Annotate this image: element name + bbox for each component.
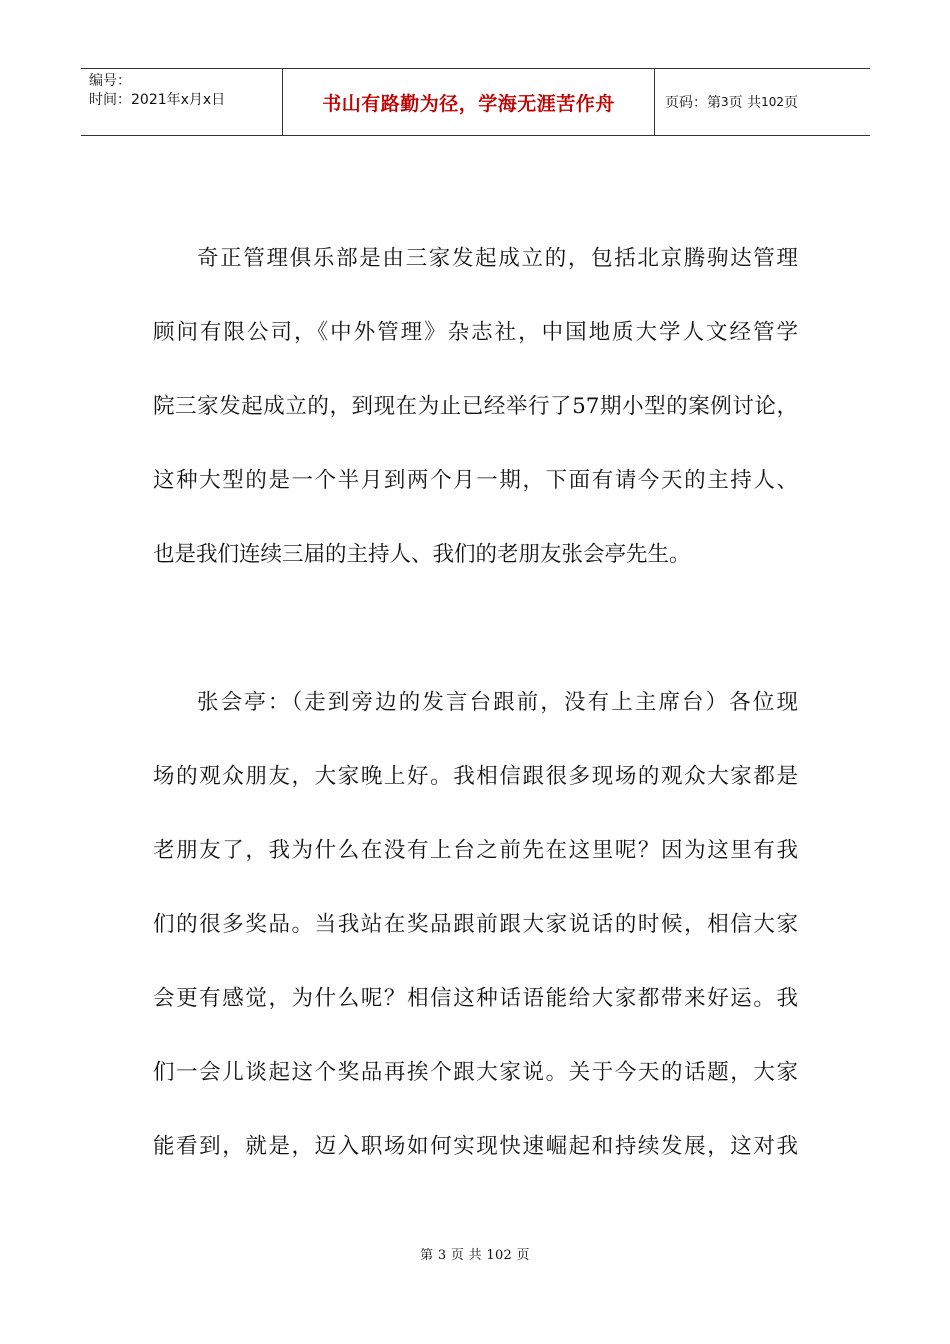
page-mid: 页 共: [728, 95, 762, 111]
text-line: 院三家发起成立的，到现在为止已经举行了57期小型的案例讨论，: [153, 394, 798, 419]
page-current: 3: [721, 95, 729, 109]
text-line: 老朋友了，我为什么在没有上台之前先在这里呢？因为这里有我: [153, 838, 798, 863]
document-body: [153, 236, 798, 1198]
page-total: 102: [761, 95, 784, 109]
header-motto: 书山有路勤为径，学海无涯苦作舟: [283, 69, 655, 135]
page-footer: 第 3 页 共 102 页: [420, 1248, 530, 1263]
text-line: 顾问有限公司，《中外管理》杂志社，中国地质大学人文经管学: [153, 320, 798, 345]
paragraph-intro: [153, 236, 798, 606]
text-line: 也是我们连续三届的主持人、我们的老朋友张会亭先生。: [153, 542, 691, 567]
text-line: 们一会儿谈起这个奖品再挨个跟大家说。关于今天的话题，大家: [153, 1060, 798, 1085]
page-header: [81, 68, 870, 136]
document-time-label: 时间：2021年x月x日: [89, 92, 226, 108]
text-line: 张会亭：（走到旁边的发言台跟前，没有上主席台）各位现: [197, 690, 798, 715]
text-line: 奇正管理俱乐部是由三家发起成立的，包括北京腾驹达管理: [197, 246, 798, 271]
text-line: 们的很多奖品。当我站在奖品跟前跟大家说话的时候，相信大家: [153, 912, 798, 937]
text-line: 这种大型的是一个半月到两个月一期，下面有请今天的主持人、: [153, 468, 798, 493]
text-line: 场的观众朋友，大家晚上好。我相信跟很多现场的观众大家都是: [153, 764, 798, 789]
text-line: 能看到，就是，迈入职场如何实现快速崛起和持续发展，这对我: [153, 1134, 798, 1159]
paragraph-speech: [153, 680, 798, 1198]
header-page-number: [655, 69, 870, 135]
page-prefix: 页码：第: [665, 95, 721, 111]
document-number-label: 编号：: [89, 73, 131, 89]
page-suffix: 页: [784, 95, 798, 111]
paragraph-spacer: [153, 606, 798, 680]
header-meta: [81, 69, 283, 135]
text-line: 会更有感觉，为什么呢？相信这种话语能给大家都带来好运。我: [153, 986, 798, 1011]
